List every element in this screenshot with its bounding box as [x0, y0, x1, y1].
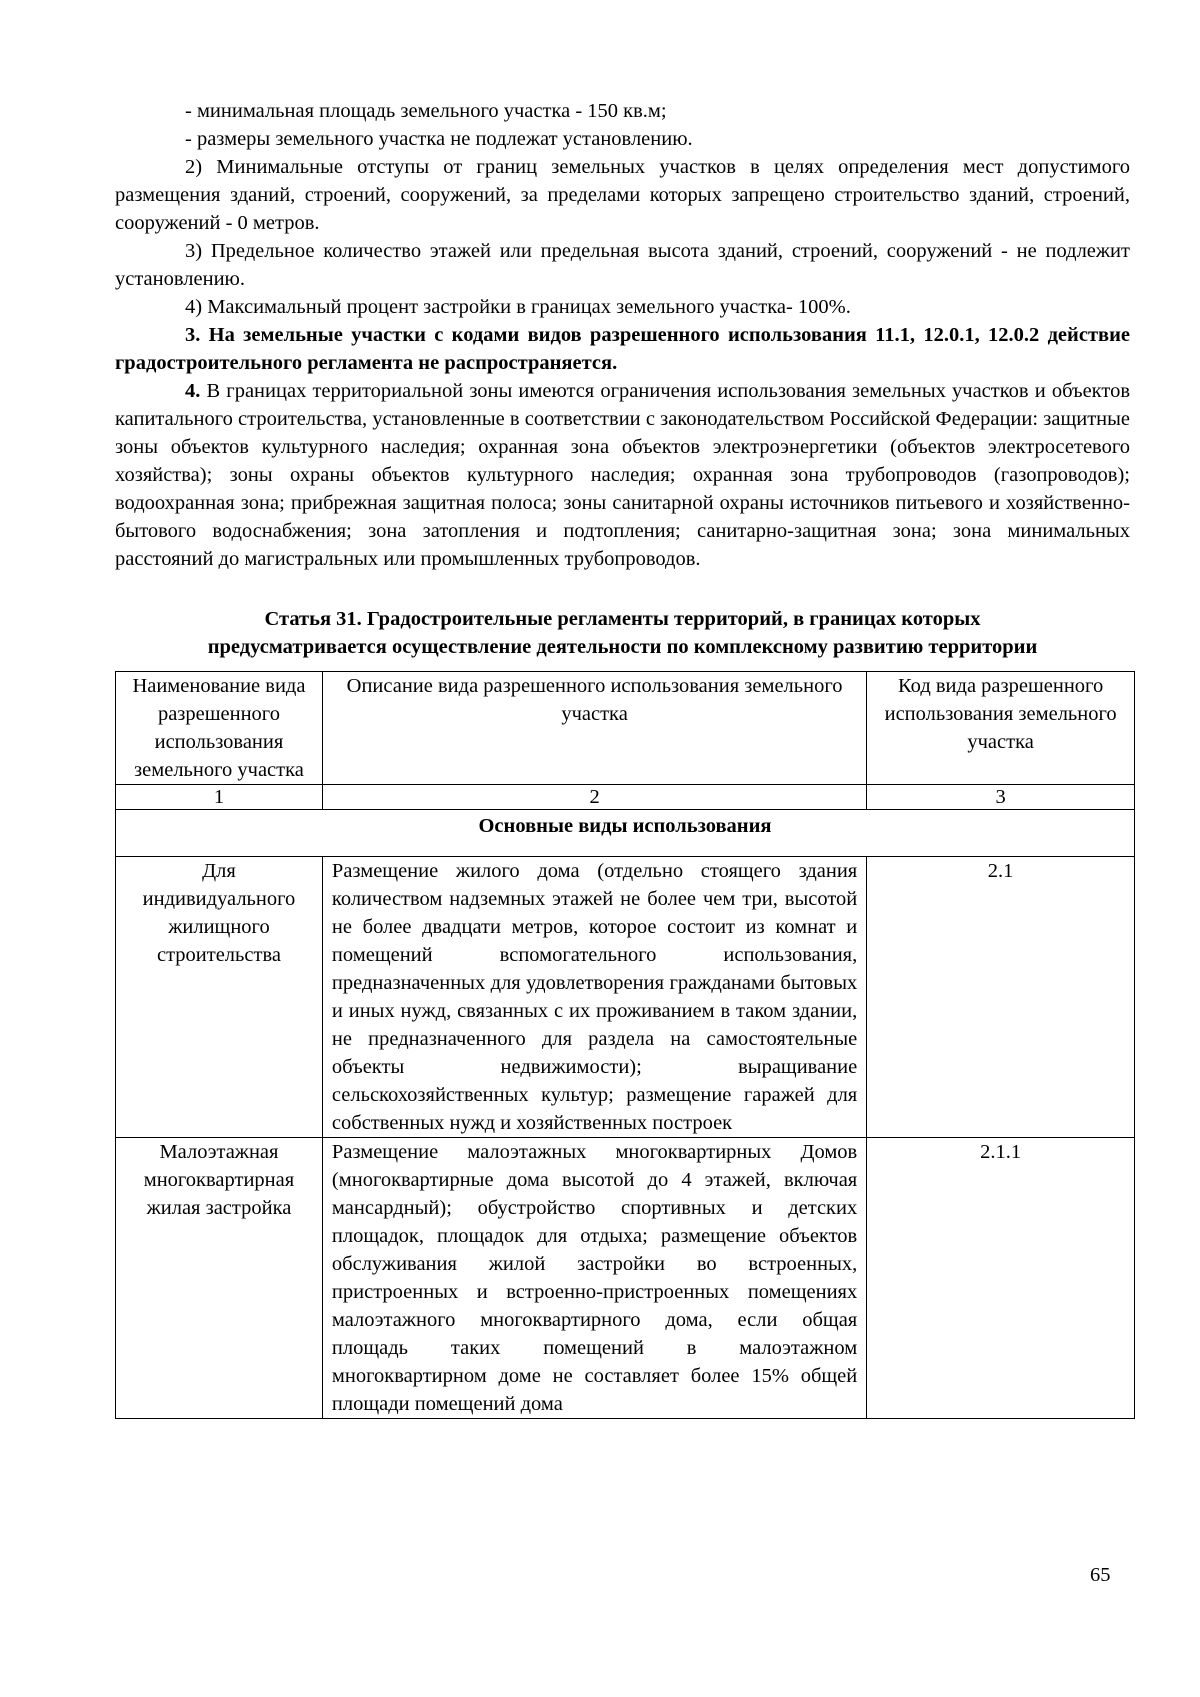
paragraph-restrictions-number: 4. [185, 380, 201, 402]
paragraph-setbacks: 2) Минимальные отступы от границ земельных участков в целях определения мест допустимого размещения зданий, строений, сооружений, за пределами которых запрещено строительство зданий, строений, сооружений - 0 метров. [115, 156, 1130, 234]
section-title: Основные виды использования [116, 810, 1135, 857]
table-section-row [116, 810, 1135, 857]
paragraph-floors: 3) Предельное количество этажей или предельная высота зданий, строений, сооружений - не подлежит установлению. [115, 240, 1130, 290]
header-code: Код вида разрешенного использования земельного участка [867, 672, 1135, 785]
row-code: 2.1.1 [867, 1138, 1135, 1419]
header-name: Наименование вида разрешенного использования земельного участка [116, 672, 323, 785]
paragraph-exemption: 3. На земельные участки с кодами видов разрешенного использования 11.1, 12.0.1, 12.0.2 действие градостроительного регламента не распространяется. [115, 324, 1130, 374]
column-number-3: 3 [867, 785, 1135, 810]
paragraph-size: - размеры земельного участка не подлежат установлению. [185, 128, 693, 150]
regulations-table [115, 671, 1135, 1419]
paragraph-restrictions [115, 377, 1130, 573]
row-description: Размещение малоэтажных многоквартирных Домов (многоквартирные дома высотой до 4 этажей, включая мансардный); обустройство спортивных и детских площадок, площадок для отдыха; размещение объектов обслуживания жилой застройки во встроенных, пристроенных и встроенно-пристроенных помещениях малоэтажного многоквартирного дома, если общая площадь таких помещений в малоэтажном многоквартирном доме не составляет более 15% общей площади помещений дома [322, 1138, 866, 1419]
document-page [115, 97, 1130, 1419]
column-number-2: 2 [322, 785, 866, 810]
table-number-row [116, 785, 1135, 810]
article-title-line1: Статья 31. Градостроительные регламенты территорий, в границах которых [264, 608, 981, 630]
paragraph-coverage: 4) Максимальный процент застройки в границах земельного участка- 100%. [185, 296, 851, 318]
column-number-1: 1 [116, 785, 323, 810]
row-code: 2.1 [867, 857, 1135, 1138]
row-name: Для индивидуального жилищного строительства [116, 857, 323, 1138]
paragraph-restrictions-text: В границах территориальной зоны имеются ограничения использования земельных участков и объектов капитального строительства, установленные в соответствии с законодательством Российской Федерации: защитные зоны объектов культурного наследия; охранная зона объектов электроэнергетики (объектов электросетевого хозяйства); зоны охраны объектов культурного наследия; охранная зона трубопроводов (газопроводов); водоохранная зона; прибрежная защитная полоса; зоны санитарной охраны источников питьевого и хозяйственно-бытового водоснабжения; зона затопления и подтопления; санитарно-защитная зона; зона минимальных расстояний до магистральных или промышленных трубопроводов. [115, 380, 1130, 570]
page-number: 65 [1090, 1564, 1111, 1586]
header-description: Описание вида разрешенного использования земельного участка [322, 672, 866, 785]
article-title [115, 605, 1130, 661]
table-row [116, 1138, 1135, 1419]
article-title-line2: предусматривается осуществление деятельности по комплексному развитию территории [207, 636, 1038, 658]
table-header-row [116, 672, 1135, 785]
table-row [116, 857, 1135, 1138]
row-name: Малоэтажная многоквартирная жилая застройка [116, 1138, 323, 1419]
row-description: Размещение жилого дома (отдельно стоящего здания количеством надземных этажей не более чем три, высотой не более двадцати метров, которое состоит из комнат и помещений вспомогательного использования, предназначенных для удовлетворения гражданами бытовых и иных нужд, связанных с их проживанием в таком здании, не предназначенного для раздела на самостоятельные объекты недвижимости); выращивание сельскохозяйственных культур; размещение гаражей для собственных нужд и хозяйственных построек [322, 857, 866, 1138]
paragraph-min-area: - минимальная площадь земельного участка - 150 кв.м; [185, 100, 667, 122]
